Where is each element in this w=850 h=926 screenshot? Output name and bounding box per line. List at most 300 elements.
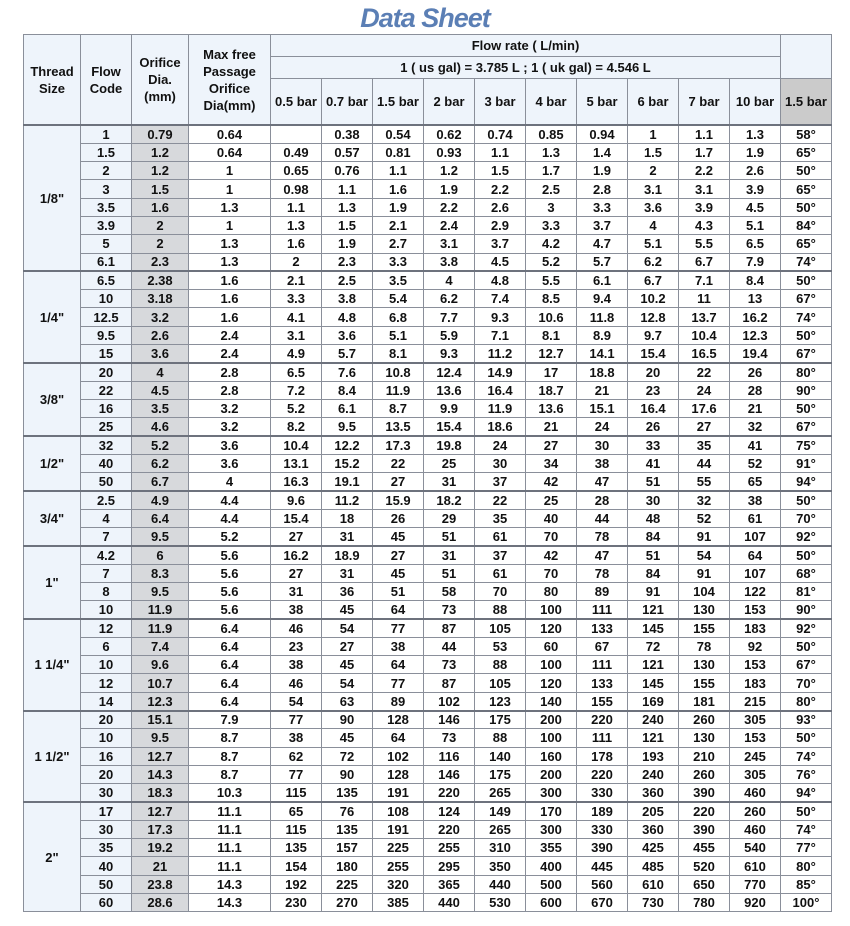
flow-rate-cell: 7.6 [322,363,373,381]
max-passage-cell: 8.7 [189,765,271,783]
flow-rate-cell: 780 [679,893,730,911]
table-row [24,729,832,747]
flow-rate-cell: 30 [577,436,628,454]
flow-rate-cell: 145 [628,674,679,692]
flow-rate-cell: 73 [424,601,475,619]
flow-rate-cell: 12.3 [730,326,781,344]
orifice-cell: 1.5 [132,180,189,198]
flow-rate-cell: 105 [475,674,526,692]
flow-rate-cell: 30 [475,454,526,472]
flow-rate-cell: 3.1 [271,326,322,344]
orifice-cell: 14.3 [132,765,189,783]
flow-rate-cell: 78 [577,564,628,582]
flow-rate-cell: 45 [322,601,373,619]
thread-size-cell: 1/2" [24,436,81,491]
flow-rate-cell: 2.4 [424,216,475,234]
max-passage-cell: 1.6 [189,308,271,326]
flow-rate-cell: 2.7 [373,235,424,253]
flow-rate-cell: 2.9 [475,216,526,234]
flow-rate-cell: 9.3 [424,345,475,363]
flow-rate-cell: 9.4 [577,290,628,308]
spray-angle-cell: 58° [781,125,832,143]
flow-rate-cell: 6.5 [730,235,781,253]
table-row [24,418,832,436]
flow-rate-cell: 320 [373,875,424,893]
flow-rate-cell: 26 [730,363,781,381]
flow-rate-cell: 305 [730,711,781,729]
flow-rate-cell: 31 [322,528,373,546]
flow-code-cell: 1 [81,125,132,143]
flow-rate-cell: 13.7 [679,308,730,326]
table-row [24,765,832,783]
flow-rate-cell: 25 [526,491,577,509]
flow-rate-cell: 52 [679,509,730,527]
flow-rate-cell: 47 [577,546,628,564]
flow-rate-cell: 88 [475,601,526,619]
flow-rate-cell: 84 [628,528,679,546]
flow-rate-cell: 5.9 [424,326,475,344]
flow-rate-cell: 193 [628,747,679,765]
flow-rate-cell: 27 [322,637,373,655]
flow-rate-cell: 15.1 [577,399,628,417]
flow-rate-cell: 21 [577,381,628,399]
max-passage-cell: 3.2 [189,399,271,417]
spray-angle-cell: 75° [781,436,832,454]
flow-rate-cell: 1.1 [373,162,424,180]
table-row [24,345,832,363]
max-passage-cell: 2.4 [189,345,271,363]
flow-rate-cell: 11.2 [475,345,526,363]
flow-rate-cell: 1.2 [424,162,475,180]
max-passage-cell: 1.6 [189,290,271,308]
flow-rate-cell: 25 [424,454,475,472]
flow-rate-cell: 270 [322,893,373,911]
flow-rate-cell: 440 [424,893,475,911]
flow-rate-cell: 44 [424,637,475,655]
flow-rate-cell: 72 [628,637,679,655]
flow-rate-cell: 37 [475,546,526,564]
flow-rate-cell: 12.7 [526,345,577,363]
orifice-cell: 4.9 [132,491,189,509]
flow-rate-cell: 155 [577,692,628,710]
flow-code-cell: 17 [81,802,132,820]
flow-rate-cell: 157 [322,839,373,857]
spray-angle-cell: 50° [781,271,832,289]
flow-rate-cell: 35 [475,509,526,527]
flow-rate-cell: 153 [730,729,781,747]
flow-rate-cell: 0.49 [271,143,322,161]
flow-rate-cell: 390 [679,820,730,838]
orifice-cell: 23.8 [132,875,189,893]
table-row [24,692,832,710]
thread-size-cell: 1/8" [24,125,81,271]
spray-angle-cell: 70° [781,509,832,527]
flow-rate-cell: 730 [628,893,679,911]
flow-rate-cell: 15.9 [373,491,424,509]
flow-rate-cell: 2.6 [730,162,781,180]
flow-rate-cell: 121 [628,729,679,747]
max-passage-cell: 5.2 [189,528,271,546]
flow-rate-cell: 1.7 [679,143,730,161]
header-pressure: 6 bar [628,79,679,126]
flow-rate-cell: 0.74 [475,125,526,143]
spray-angle-cell: 74° [781,820,832,838]
header-flow-rate: Flow rate ( L/min) [271,35,781,57]
flow-rate-cell: 540 [730,839,781,857]
flow-rate-cell: 12.2 [322,436,373,454]
table-row [24,784,832,802]
flow-rate-cell: 9.6 [271,491,322,509]
flow-rate-cell: 2 [628,162,679,180]
flow-rate-cell: 220 [424,820,475,838]
table-row [24,893,832,911]
flow-rate-cell: 390 [679,784,730,802]
flow-code-cell: 15 [81,345,132,363]
flow-rate-cell: 191 [373,820,424,838]
orifice-cell: 5.2 [132,436,189,454]
flow-rate-cell: 80 [526,582,577,600]
max-passage-cell: 6.4 [189,619,271,637]
flow-code-cell: 25 [81,418,132,436]
flow-rate-cell: 153 [730,656,781,674]
flow-rate-cell: 425 [628,839,679,857]
flow-rate-cell: 160 [526,747,577,765]
max-passage-cell: 11.1 [189,857,271,875]
spray-angle-cell: 68° [781,564,832,582]
flow-rate-cell: 122 [730,582,781,600]
flow-rate-cell: 265 [475,820,526,838]
flow-rate-cell: 1.1 [322,180,373,198]
flow-rate-cell: 460 [730,820,781,838]
flow-rate-cell: 78 [577,528,628,546]
flow-code-cell: 10 [81,290,132,308]
spray-angle-cell: 94° [781,473,832,491]
flow-rate-cell: 360 [628,784,679,802]
spray-angle-cell: 67° [781,656,832,674]
flow-rate-cell: 1.6 [373,180,424,198]
header-pressure: 1.5 bar [373,79,424,126]
flow-rate-cell: 100 [526,601,577,619]
flow-rate-cell: 18.2 [424,491,475,509]
flow-rate-cell: 8.2 [271,418,322,436]
spray-angle-cell: 80° [781,363,832,381]
header-conversion: 1 ( us gal) = 3.785 L ; 1 ( uk gal) = 4.546 L [271,57,781,79]
table-row [24,271,832,289]
flow-rate-cell: 45 [373,564,424,582]
orifice-cell: 2 [132,216,189,234]
flow-rate-cell: 3.9 [679,198,730,216]
orifice-cell: 10.7 [132,674,189,692]
max-passage-cell: 8.7 [189,747,271,765]
flow-rate-cell: 19.8 [424,436,475,454]
table-row [24,839,832,857]
flow-rate-cell: 13.6 [424,381,475,399]
flow-rate-cell: 7.9 [730,253,781,271]
orifice-cell: 4.5 [132,381,189,399]
flow-rate-cell: 0.62 [424,125,475,143]
spray-angle-cell: 50° [781,546,832,564]
orifice-cell: 3.5 [132,399,189,417]
flow-rate-cell: 2.1 [373,216,424,234]
max-passage-cell: 2.8 [189,363,271,381]
flow-rate-cell: 4.7 [577,235,628,253]
table-body [24,125,832,912]
max-passage-cell: 1 [189,162,271,180]
flow-rate-cell [271,125,322,143]
max-passage-cell: 1.3 [189,253,271,271]
flow-rate-cell: 107 [730,528,781,546]
flow-rate-cell: 77 [271,765,322,783]
flow-rate-cell: 3.6 [322,326,373,344]
flow-rate-cell: 1.9 [424,180,475,198]
flow-rate-cell: 154 [271,857,322,875]
flow-code-cell: 20 [81,711,132,729]
flow-rate-cell: 77 [373,674,424,692]
flow-rate-cell: 178 [577,747,628,765]
flow-rate-cell: 170 [526,802,577,820]
flow-rate-cell: 560 [577,875,628,893]
flow-rate-cell: 61 [475,564,526,582]
flow-rate-cell: 220 [679,802,730,820]
flow-rate-cell: 24 [475,436,526,454]
table-row [24,875,832,893]
flow-rate-cell: 65 [730,473,781,491]
flow-rate-cell: 31 [424,473,475,491]
max-passage-cell: 11.1 [189,802,271,820]
flow-code-cell: 6.1 [81,253,132,271]
flow-rate-cell: 0.76 [322,162,373,180]
max-passage-cell: 1.6 [189,271,271,289]
flow-rate-cell: 16.2 [271,546,322,564]
flow-rate-cell: 300 [526,820,577,838]
flow-rate-cell: 13.6 [526,399,577,417]
flow-rate-cell: 200 [526,711,577,729]
flow-rate-cell: 27 [271,528,322,546]
flow-rate-cell: 54 [322,619,373,637]
flow-rate-cell: 455 [679,839,730,857]
flow-rate-cell: 2.2 [679,162,730,180]
flow-rate-cell: 305 [730,765,781,783]
page-title: Data Sheet [360,3,490,33]
spray-angle-cell: 50° [781,198,832,216]
orifice-cell: 18.3 [132,784,189,802]
orifice-cell: 9.5 [132,528,189,546]
flow-rate-cell: 22 [475,491,526,509]
max-passage-cell: 5.6 [189,601,271,619]
table-row [24,308,832,326]
flow-rate-cell: 1.3 [526,143,577,161]
orifice-cell: 2.3 [132,253,189,271]
flow-rate-cell: 220 [577,711,628,729]
flow-rate-cell: 14.9 [475,363,526,381]
flow-rate-cell: 3.9 [730,180,781,198]
flow-rate-cell: 440 [475,875,526,893]
flow-rate-cell: 121 [628,656,679,674]
flow-rate-cell: 8.9 [577,326,628,344]
flow-rate-cell: 45 [373,528,424,546]
orifice-cell: 28.6 [132,893,189,911]
flow-code-cell: 12.5 [81,308,132,326]
flow-rate-cell: 5.5 [679,235,730,253]
flow-rate-cell: 1.9 [577,162,628,180]
flow-rate-cell: 3.1 [424,235,475,253]
table-row [24,473,832,491]
flow-rate-cell: 183 [730,619,781,637]
flow-rate-cell: 15.2 [322,454,373,472]
flow-rate-cell: 64 [373,729,424,747]
flow-rate-cell: 5.2 [526,253,577,271]
flow-rate-cell: 36 [322,582,373,600]
spray-angle-cell: 74° [781,253,832,271]
spray-angle-cell: 74° [781,747,832,765]
thread-size-cell: 1" [24,546,81,619]
orifice-cell: 9.5 [132,582,189,600]
thread-size-cell: 1 1/2" [24,711,81,802]
max-passage-cell: 4 [189,473,271,491]
flow-rate-cell: 600 [526,893,577,911]
orifice-cell: 7.4 [132,637,189,655]
flow-rate-cell: 520 [679,857,730,875]
spray-angle-cell: 76° [781,765,832,783]
flow-rate-cell: 77 [271,711,322,729]
flow-rate-cell: 128 [373,765,424,783]
flow-rate-cell: 76 [322,802,373,820]
flow-rate-cell: 16.4 [475,381,526,399]
flow-code-cell: 50 [81,875,132,893]
flow-rate-cell: 0.81 [373,143,424,161]
flow-rate-cell: 7.1 [679,271,730,289]
flow-rate-cell: 155 [679,619,730,637]
flow-rate-cell: 4 [424,271,475,289]
spray-angle-cell: 77° [781,839,832,857]
flow-rate-cell: 140 [475,747,526,765]
flow-rate-cell: 64 [730,546,781,564]
table-row [24,674,832,692]
flow-rate-cell: 400 [526,857,577,875]
flow-rate-cell: 54 [322,674,373,692]
flow-rate-cell: 145 [628,619,679,637]
spray-angle-cell: 70° [781,674,832,692]
flow-rate-cell: 64 [373,656,424,674]
flow-rate-cell: 73 [424,656,475,674]
flow-rate-cell: 123 [475,692,526,710]
flow-rate-cell: 18.8 [577,363,628,381]
flow-rate-cell: 40 [526,509,577,527]
flow-rate-cell: 29 [424,509,475,527]
flow-rate-cell: 1.3 [730,125,781,143]
flow-rate-cell: 0.94 [577,125,628,143]
flow-code-cell: 12 [81,674,132,692]
flow-rate-cell: 4.8 [475,271,526,289]
flow-rate-cell: 9.5 [322,418,373,436]
table-row [24,509,832,527]
flow-rate-cell: 3.8 [322,290,373,308]
flow-rate-cell: 220 [424,784,475,802]
flow-rate-cell: 51 [424,528,475,546]
flow-rate-cell: 31 [322,564,373,582]
flow-rate-cell: 48 [628,509,679,527]
flow-rate-cell: 44 [577,509,628,527]
thread-size-cell: 1 1/4" [24,619,81,710]
flow-rate-cell: 0.98 [271,180,322,198]
orifice-cell: 2.6 [132,326,189,344]
flow-rate-cell: 19.1 [322,473,373,491]
table-row [24,656,832,674]
flow-rate-cell: 240 [628,765,679,783]
spray-angle-cell: 67° [781,418,832,436]
orifice-cell: 9.6 [132,656,189,674]
orifice-cell: 11.9 [132,601,189,619]
flow-rate-cell: 54 [679,546,730,564]
table-row [24,601,832,619]
flow-code-cell: 7 [81,528,132,546]
flow-rate-cell: 130 [679,601,730,619]
flow-rate-cell: 133 [577,674,628,692]
flow-rate-cell: 1.1 [475,143,526,161]
flow-rate-cell: 3.3 [526,216,577,234]
flow-rate-cell: 310 [475,839,526,857]
flow-rate-cell: 51 [373,582,424,600]
flow-rate-cell: 225 [322,875,373,893]
flow-rate-cell: 191 [373,784,424,802]
flow-code-cell: 1.5 [81,143,132,161]
flow-rate-cell: 500 [526,875,577,893]
flow-rate-cell: 32 [679,491,730,509]
table-row [24,820,832,838]
flow-rate-cell: 13 [730,290,781,308]
flow-rate-cell: 3.1 [679,180,730,198]
flow-rate-cell: 128 [373,711,424,729]
flow-rate-cell: 60 [526,637,577,655]
spray-angle-cell: 80° [781,857,832,875]
spray-angle-cell: 84° [781,216,832,234]
flow-rate-cell: 67 [577,637,628,655]
flow-rate-cell: 7.7 [424,308,475,326]
flow-rate-cell: 42 [526,546,577,564]
flow-rate-cell: 11.9 [475,399,526,417]
spray-angle-cell: 67° [781,290,832,308]
flow-code-cell: 20 [81,363,132,381]
flow-rate-cell: 770 [730,875,781,893]
spray-angle-cell: 50° [781,326,832,344]
flow-rate-cell: 38 [730,491,781,509]
flow-rate-cell: 22 [373,454,424,472]
flow-rate-cell: 130 [679,656,730,674]
max-passage-cell: 0.64 [189,143,271,161]
flow-rate-cell: 38 [271,656,322,674]
flow-rate-cell: 28 [577,491,628,509]
flow-rate-cell: 8.4 [730,271,781,289]
header-flow-code: Flow Code [81,35,132,126]
header-pressure: 1.5 bar [781,79,832,126]
flow-rate-cell: 3.3 [577,198,628,216]
flow-rate-cell: 16.2 [730,308,781,326]
flow-rate-cell: 5.5 [526,271,577,289]
flow-rate-cell: 91 [679,564,730,582]
flow-rate-cell: 260 [679,765,730,783]
flow-rate-cell: 1 [628,125,679,143]
flow-rate-cell: 72 [322,747,373,765]
flow-rate-cell: 153 [730,601,781,619]
table-row [24,436,832,454]
flow-rate-cell: 84 [628,564,679,582]
flow-rate-cell: 3.3 [373,253,424,271]
flow-rate-cell: 11.8 [577,308,628,326]
flow-rate-cell: 1.4 [577,143,628,161]
flow-rate-cell: 17.3 [373,436,424,454]
flow-rate-cell: 111 [577,656,628,674]
max-passage-cell: 1.3 [189,235,271,253]
